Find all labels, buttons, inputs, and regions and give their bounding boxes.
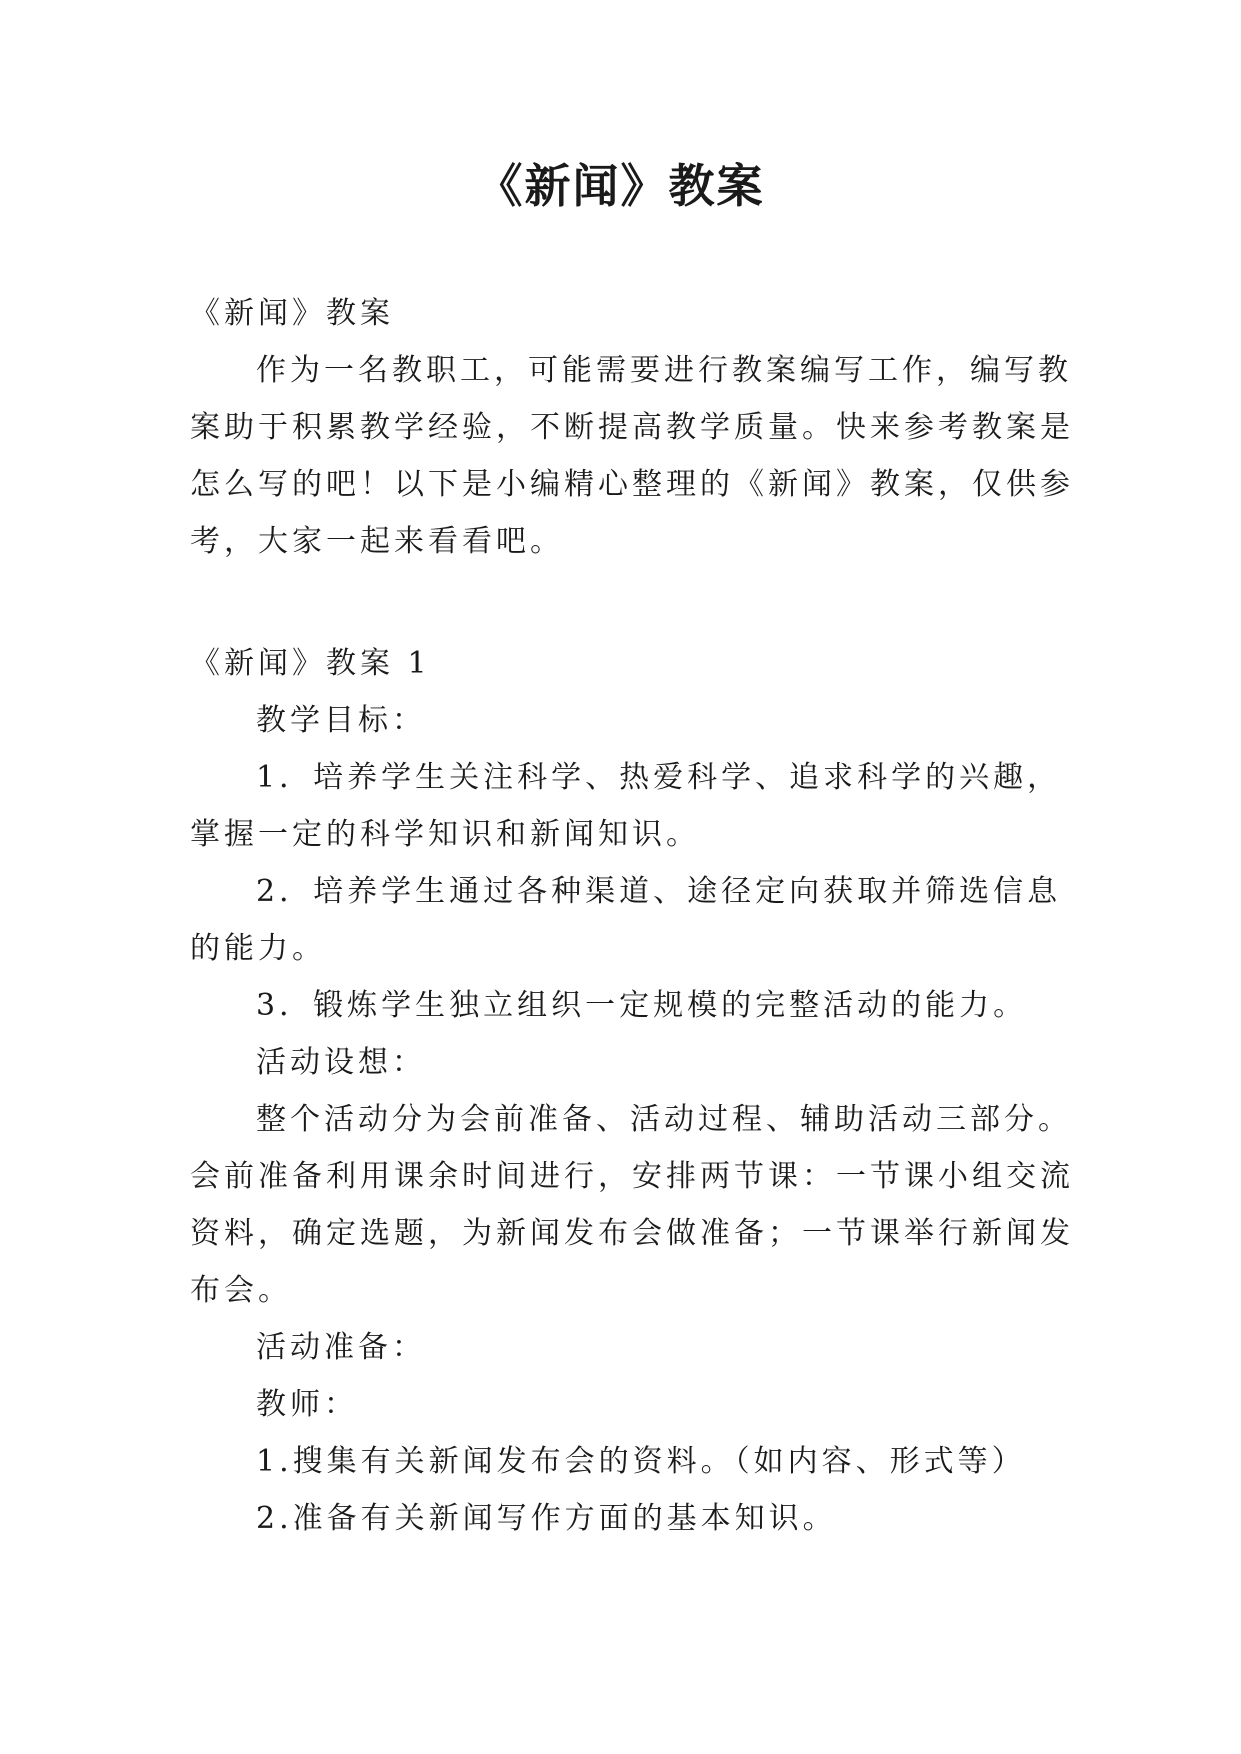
preparation-item: 1.搜集有关新闻发布会的资料。（如内容、形式等） — [256, 1444, 1026, 1479]
subheading-activity-concept: 活动设想： — [256, 1045, 426, 1080]
intro-paragraph-line: 怎么写的吧！以下是小编精心整理的《新闻》教案，仅供参 — [190, 467, 1074, 502]
subheading-activity-preparation: 活动准备： — [256, 1330, 426, 1365]
goal-item-continued: 的能力。 — [190, 931, 326, 966]
subheading-teaching-goals: 教学目标： — [256, 703, 426, 738]
goal-item-continued: 掌握一定的科学知识和新闻知识。 — [190, 817, 700, 852]
goal-item: 3．锻炼学生独立组织一定规模的完整活动的能力。 — [256, 988, 1028, 1023]
activity-paragraph-line: 会前准备利用课余时间进行，安排两节课：一节课小组交流 — [190, 1159, 1074, 1194]
goal-item: 1．培养学生关注科学、热爱科学、追求科学的兴趣， — [256, 760, 1062, 795]
document-title: 《新闻》教案 — [476, 159, 765, 213]
section-heading: 《新闻》教案 1 — [190, 646, 431, 681]
intro-paragraph-line: 考，大家一起来看看吧。 — [190, 524, 564, 559]
goal-item: 2．培养学生通过各种渠道、途径定向获取并筛选信息 — [256, 874, 1062, 909]
intro-heading: 《新闻》教案 — [190, 296, 394, 331]
preparation-item: 2.准备有关新闻写作方面的基本知识。 — [256, 1501, 837, 1536]
subheading-teacher: 教师： — [256, 1387, 358, 1422]
intro-paragraph-line: 作为一名教职工，可能需要进行教案编写工作，编写教 — [256, 353, 1072, 388]
activity-paragraph-line: 布会。 — [190, 1273, 292, 1308]
activity-paragraph-line: 资料，确定选题，为新闻发布会做准备；一节课举行新闻发 — [190, 1216, 1074, 1251]
intro-paragraph-line: 案助于积累教学经验，不断提高教学质量。快来参考教案是 — [190, 410, 1074, 445]
activity-paragraph-line: 整个活动分为会前准备、活动过程、辅助活动三部分。 — [256, 1102, 1072, 1137]
